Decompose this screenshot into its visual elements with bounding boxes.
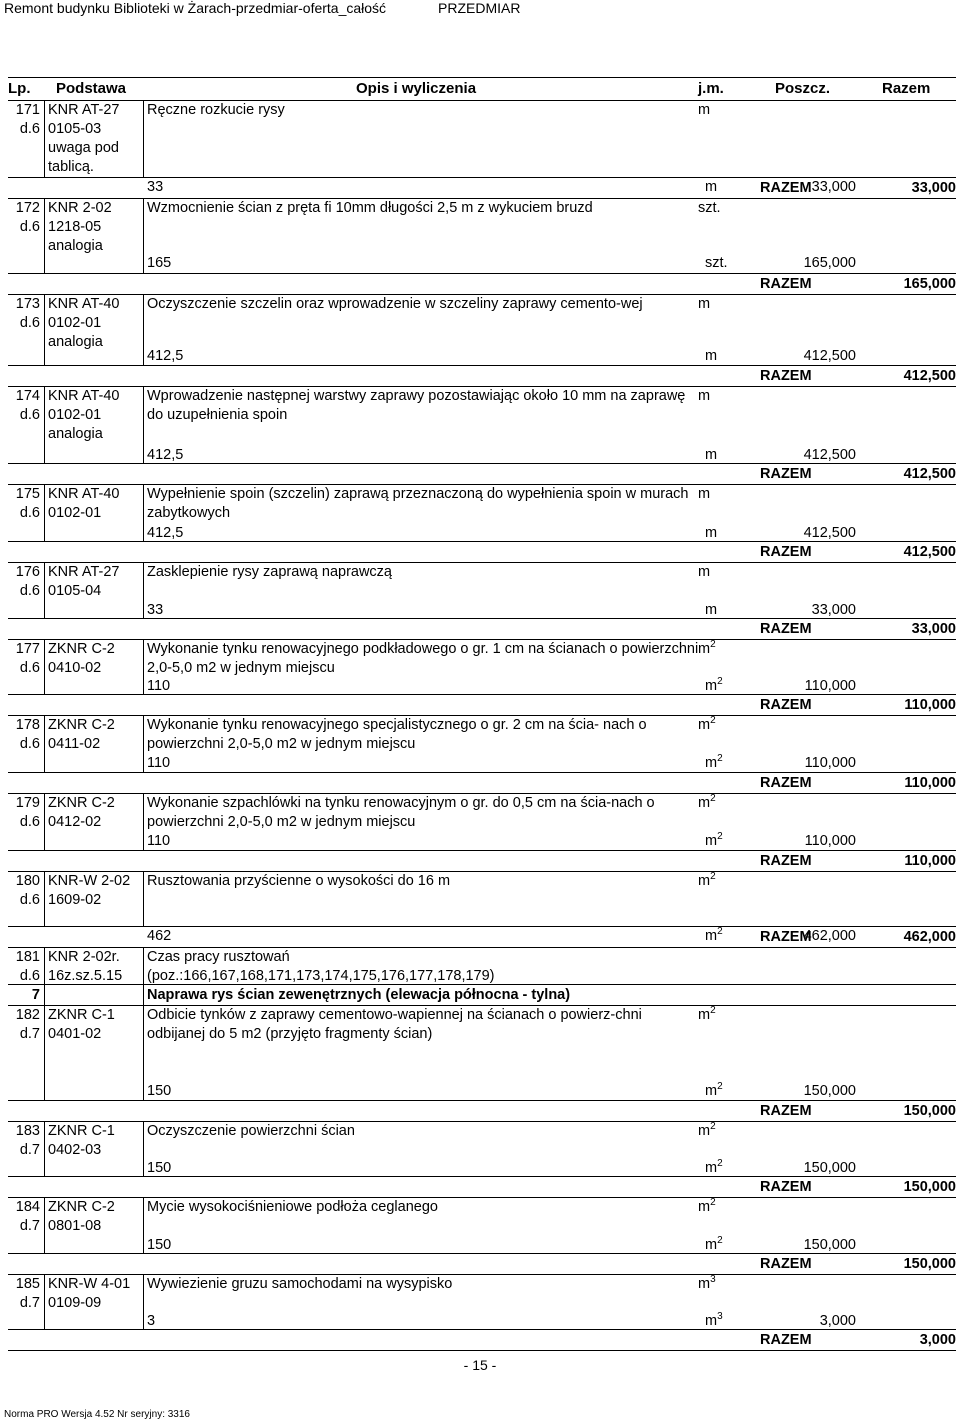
jm-text: m: [698, 1199, 711, 1215]
calc-value: 110: [147, 755, 171, 771]
row-lp: 179 d.6: [15, 795, 40, 830]
calc-result: 150,000: [803, 1083, 856, 1099]
table-header: [8, 77, 956, 101]
row-podstawa: ZKNR C-2 0410-02: [48, 641, 115, 676]
row-calculation: [147, 1082, 956, 1101]
jm-text: m: [698, 388, 711, 404]
calc-unit-text: m: [705, 447, 718, 463]
row-calculation: [147, 347, 956, 366]
total-label: RAZEM: [760, 929, 812, 945]
row-podstawa: ZKNR C-1 0401-02: [48, 1007, 115, 1042]
calc-unit: [705, 1082, 723, 1101]
total-label: RAZEM: [760, 544, 812, 560]
calc-unit: [705, 832, 723, 851]
row-lp: 178 d.6: [15, 717, 40, 752]
row-podstawa: ZKNR C-1 0402-03: [48, 1123, 115, 1158]
calc-result: 33,000: [811, 602, 856, 618]
calc-unit-text: m: [705, 602, 718, 618]
total-label: RAZEM: [760, 1256, 812, 1272]
row-total: [8, 1100, 956, 1121]
total-label: RAZEM: [760, 621, 812, 637]
jm-text: m: [698, 1276, 711, 1292]
calc-unit-text: m: [705, 525, 718, 541]
row-total: [8, 273, 956, 294]
total-label: RAZEM: [760, 1332, 812, 1348]
jm-text: m: [698, 102, 711, 118]
row-lp: 176 d.6: [15, 564, 40, 599]
total-value: 110,000: [904, 697, 956, 713]
jm-superscript: 2: [710, 639, 716, 650]
table-row: [8, 716, 956, 794]
calc-result: 110,000: [804, 678, 856, 694]
row-description: Wykonanie tynku renowacyjnego podkładowego o gr. 1 cm na ścianach o powierzchni 2,0-5,0 m2 w jednym miejscu: [147, 641, 699, 676]
row-lp: 172 d.6: [15, 200, 40, 235]
calc-result: 462,000: [803, 928, 856, 944]
total-label: RAZEM: [760, 853, 812, 869]
calc-value: 110: [147, 678, 171, 694]
row-description: Czas pracy rusztowań (poz.:166,167,168,171,173,174,175,176,177,178,179): [147, 949, 495, 984]
calc-unit-superscript: 2: [717, 1158, 723, 1169]
calc-value: 165: [147, 255, 172, 271]
row-podstawa: KNR AT-40 0102-01: [48, 486, 120, 521]
calc-unit-superscript: 2: [717, 1235, 723, 1246]
total-value: 3,000: [919, 1332, 956, 1348]
calc-unit-text: m: [705, 833, 718, 849]
row-podstawa: ZKNR C-2 0801-08: [48, 1199, 115, 1234]
cost-estimate-table: [8, 77, 956, 1351]
total-label: RAZEM: [760, 775, 812, 791]
jm-superscript: 2: [710, 793, 716, 804]
calc-value: 33: [147, 602, 164, 618]
total-label: RAZEM: [760, 180, 812, 196]
total-value: 412,500: [903, 368, 956, 384]
row-calculation: [147, 754, 956, 773]
page-number: - 15 -: [463, 1357, 497, 1373]
row-description: Wywiezienie gruzu samochodami na wysypisko: [147, 1276, 453, 1292]
row-total: [8, 463, 956, 484]
row-lp: 171 d.6: [15, 102, 40, 137]
table-row: [8, 199, 956, 295]
jm-text: m: [698, 717, 711, 733]
row-podstawa: KNR 2-02r. 16z.sz.5.15: [48, 949, 123, 984]
calc-unit-text: m: [705, 1160, 718, 1176]
row-total: [8, 1253, 956, 1274]
calc-unit-superscript: 2: [717, 831, 723, 842]
calc-unit-text: m: [705, 1083, 718, 1099]
row-unit: [698, 872, 716, 891]
document-type: PRZEDMIAR: [438, 0, 521, 16]
row-podstawa: KNR-W 4-01 0109-09: [48, 1276, 131, 1311]
row-podstawa: KNR AT-40 0102-01 analogia: [48, 388, 120, 442]
row-podstawa: KNR 2-02 1218-05 analogia: [48, 200, 112, 254]
row-unit: [698, 563, 710, 582]
row-lp: 174 d.6: [15, 388, 40, 423]
row-calculation: [147, 254, 956, 273]
row-description: Ręczne rozkucie rysy: [147, 102, 285, 118]
row-total: [8, 772, 956, 793]
section-heading: [8, 985, 956, 1006]
jm-text: m: [698, 486, 711, 502]
col-jm: j.m.: [698, 80, 724, 97]
row-description: Zasklepienie rysy zaprawą naprawczą: [147, 564, 392, 580]
calc-value: 462: [147, 928, 172, 944]
row-unit: [698, 640, 716, 659]
row-podstawa: ZKNR C-2 0411-02: [48, 717, 115, 752]
row-podstawa: KNR-W 2-02 1609-02: [48, 873, 131, 908]
calc-unit-text: m: [705, 179, 718, 195]
row-total: [8, 1329, 956, 1350]
col-lp: Lp.: [8, 80, 31, 97]
jm-superscript: 2: [710, 715, 716, 726]
row-unit: [698, 387, 710, 406]
row-total: [8, 541, 956, 562]
row-description: Mycie wysokociśnieniowe podłoża ceglanego: [147, 1199, 438, 1215]
row-description: Wypełnienie spoin (szczelin) zaprawą przeznaczoną do wypełnienia spoin w murach zabytkowych: [147, 486, 689, 521]
row-lp: 181 d.6: [15, 949, 40, 984]
row-total: [8, 618, 956, 639]
calc-result: 110,000: [804, 833, 856, 849]
table-row: [8, 1122, 956, 1198]
row-lp: 182 d.7: [15, 1007, 40, 1042]
total-label: RAZEM: [760, 1179, 812, 1195]
calc-unit-superscript: 2: [717, 753, 723, 764]
calc-result: 165,000: [803, 255, 856, 271]
col-poszcz: Poszcz.: [775, 80, 831, 97]
total-value: 165,000: [903, 276, 956, 292]
calc-unit-superscript: 2: [717, 926, 723, 937]
calc-value: 412,5: [147, 447, 184, 463]
table-row: [8, 387, 956, 485]
jm-text: m: [698, 296, 711, 312]
calc-unit-superscript: 2: [717, 1081, 723, 1092]
row-lp: 184 d.7: [15, 1199, 40, 1234]
calc-unit-text: m: [705, 1313, 718, 1329]
total-value: 110,000: [904, 853, 956, 869]
table-row: [8, 101, 956, 199]
row-unit: [698, 1275, 716, 1294]
row-description: Wykonanie szpachlówki na tynku renowacyjnym o gr. do 0,5 cm na ścia-nach o powierzchni 2,0-5,0 m2 w jednym miejscu: [147, 795, 655, 830]
total-value: 33,000: [911, 621, 956, 637]
total-label: RAZEM: [760, 697, 812, 713]
calc-unit-text: m: [705, 755, 718, 771]
row-total: [8, 926, 956, 947]
table-row: [8, 948, 956, 985]
row-description: Wzmocnienie ścian z pręta fi 10mm długości 2,5 m z wykuciem bruzd: [147, 200, 593, 216]
calc-value: 412,5: [147, 348, 184, 364]
calc-value: 110: [147, 833, 171, 849]
total-label: RAZEM: [760, 276, 812, 292]
total-value: 412,500: [903, 544, 956, 560]
table-row: [8, 295, 956, 387]
jm-superscript: 2: [710, 871, 716, 882]
calc-value: 150: [147, 1160, 172, 1176]
row-podstawa: KNR AT-27 0105-04: [48, 564, 120, 599]
calc-result: 412,500: [803, 348, 856, 364]
calc-unit: [705, 254, 728, 273]
total-label: RAZEM: [760, 1103, 812, 1119]
row-unit: [698, 1198, 716, 1217]
jm-superscript: 3: [710, 1274, 716, 1285]
calc-value: 33: [147, 179, 164, 195]
total-value: 110,000: [904, 775, 956, 791]
row-lp: 180 d.6: [15, 873, 40, 908]
software-version: Norma PRO Wersja 4.52 Nr seryjny: 3316: [4, 1409, 190, 1420]
total-value: 462,000: [903, 929, 956, 945]
calc-unit-text: m: [705, 348, 718, 364]
row-lp: 185 d.7: [15, 1276, 40, 1311]
total-value: 150,000: [903, 1103, 956, 1119]
col-opis: Opis i wyliczenia: [356, 80, 477, 97]
row-total: [8, 1176, 956, 1197]
calc-unit-text: m: [705, 1237, 718, 1253]
calc-value: 150: [147, 1083, 172, 1099]
row-calculation: [147, 832, 956, 851]
calc-unit-superscript: 3: [717, 1311, 723, 1322]
table-row: [8, 485, 956, 563]
row-unit: [698, 199, 721, 218]
table-row: [8, 563, 956, 640]
calc-result: 33,000: [811, 179, 856, 195]
row-unit: [698, 101, 710, 120]
table-row: [8, 1275, 956, 1351]
row-unit: [698, 485, 710, 504]
jm-text: m: [698, 1123, 711, 1139]
jm-text: m: [698, 564, 711, 580]
calc-result: 110,000: [804, 755, 856, 771]
row-unit: [698, 794, 716, 813]
row-description: Wykonanie tynku renowacyjnego specjalistycznego o gr. 2 cm na ścia- nach o powierzchni 2,0-5,0 m2 w jednym miejscu: [147, 717, 647, 752]
calc-result: 412,500: [803, 525, 856, 541]
calc-unit-text: m: [705, 678, 718, 694]
row-unit: [698, 716, 716, 735]
jm-superscript: 2: [710, 1197, 716, 1208]
table-row: [8, 872, 956, 948]
jm-text: m: [698, 1007, 711, 1023]
row-total: [8, 850, 956, 871]
row-lp: 177 d.6: [15, 641, 40, 676]
calc-value: 150: [147, 1237, 172, 1253]
col-podstawa: Podstawa: [56, 80, 127, 97]
calc-result: 150,000: [803, 1160, 856, 1176]
row-lp: 175 d.6: [15, 486, 40, 521]
table-row: [8, 794, 956, 872]
calc-value: 3: [147, 1313, 156, 1329]
calc-unit-text: szt.: [705, 255, 728, 271]
page-header: [0, 0, 960, 18]
col-razem: Razem: [882, 80, 931, 97]
row-podstawa: KNR AT-27 0105-03 uwaga pod tablicą.: [48, 102, 120, 175]
calc-result: 3,000: [819, 1313, 856, 1329]
calc-unit-text: m: [705, 928, 718, 944]
calc-unit-superscript: 2: [717, 676, 723, 687]
calc-result: 150,000: [803, 1237, 856, 1253]
jm-text: szt.: [698, 200, 721, 216]
calc-unit: [705, 754, 723, 773]
jm-superscript: 2: [710, 1121, 716, 1132]
row-podstawa: KNR AT-40 0102-01 analogia: [48, 296, 120, 350]
total-label: RAZEM: [760, 466, 812, 482]
jm-text: m: [698, 873, 711, 889]
section-title: Naprawa rys ścian zewenętrznych (elewacja północna - tylna): [147, 987, 571, 1003]
row-lp: 173 d.6: [15, 296, 40, 331]
jm-superscript: 2: [710, 1005, 716, 1016]
row-description: Wprowadzenie następnej warstwy zaprawy pozostawiając około 10 mm na zaprawę do uzupełnienia spoin: [147, 388, 686, 423]
row-description: Oczyszczenie szczelin oraz wprowadzenie w szczeliny zaprawy cemento-wej: [147, 296, 643, 312]
row-total: [8, 177, 956, 198]
total-value: 150,000: [903, 1256, 956, 1272]
total-value: 150,000: [903, 1179, 956, 1195]
row-unit: [698, 1122, 716, 1141]
row-podstawa: ZKNR C-2 0412-02: [48, 795, 115, 830]
table-row: [8, 1198, 956, 1275]
calc-result: 412,500: [803, 447, 856, 463]
row-total: [8, 365, 956, 386]
row-unit: [698, 295, 710, 314]
section-number: 7: [31, 987, 40, 1003]
row-unit: [698, 1006, 716, 1025]
total-value: 33,000: [911, 180, 956, 196]
document-title: Remont budynku Biblioteki w Żarach-przedmiar-oferta_całość: [4, 0, 387, 16]
row-description: Oczyszczenie powierzchni ścian: [147, 1123, 355, 1139]
calc-unit: [705, 347, 717, 366]
table-row: [8, 640, 956, 716]
row-lp: 183 d.7: [15, 1123, 40, 1158]
calc-value: 412,5: [147, 525, 184, 541]
row-total: [8, 694, 956, 715]
jm-text: m: [698, 641, 711, 657]
row-description: Rusztowania przyścienne o wysokości do 16 m: [147, 873, 451, 889]
row-description: Odbicie tynków z zaprawy cementowo-wapiennej na ścianach o powierz-chni odbijanej do 5 m2 (przyjęto fragmenty ścian): [147, 1007, 642, 1042]
total-value: 412,500: [903, 466, 956, 482]
total-label: RAZEM: [760, 368, 812, 384]
jm-text: m: [698, 795, 711, 811]
table-row: [8, 1006, 956, 1122]
